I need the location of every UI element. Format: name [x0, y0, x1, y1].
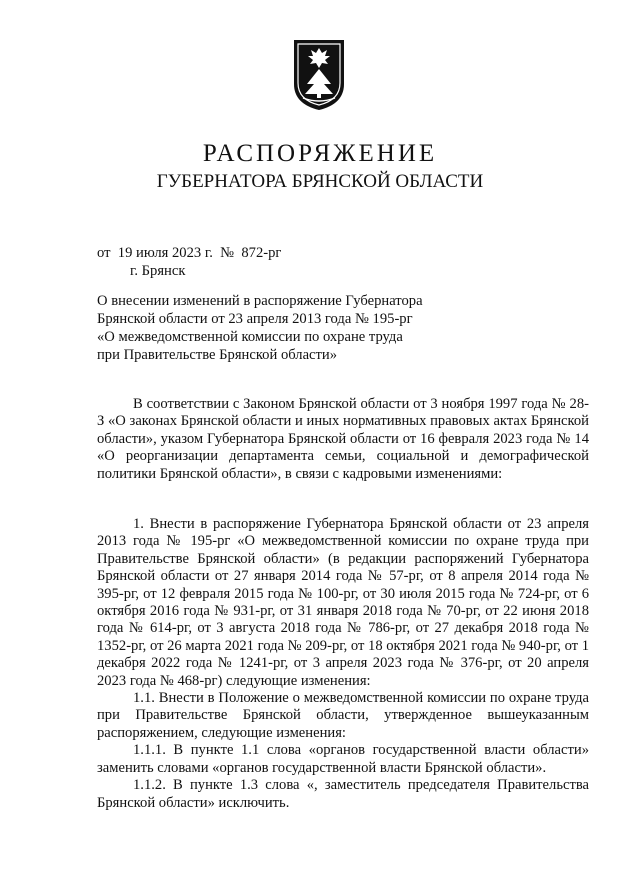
document-body — [97, 516, 589, 812]
document-city: г. Брянск — [130, 263, 186, 279]
paragraph-item-1-1: 1.1. Внести в Положение о межведомственной комиссии по охране труда при Правительстве Брянской области, утвержденное вышеуказанным распоряжением, следующие изменения: — [97, 690, 589, 741]
paragraph-preamble: В соответствии с Законом Брянской области от 3 ноября 1997 года № 28-З «О законах Брянской области и иных нормативных правовых актах Брянской области», указом Губернатора Брянской области от 16 февраля 2023 года № 14 «О реорганизации департамента семьи, социальной и демографической политики Брянской области», в связи с кадровыми изменениями: — [97, 396, 589, 482]
document-subtitle: ГУБЕРНАТОРА БРЯНСКОЙ ОБЛАСТИ — [156, 171, 484, 192]
subject-line: О внесении изменений в распоряжение Губернатора — [97, 293, 423, 309]
document-body — [97, 396, 589, 483]
subject-line: Брянской области от 23 апреля 2013 года № 195-рг — [97, 311, 413, 327]
paragraph-item-1-1-1: 1.1.1. В пункте 1.1 слова «органов государственной власти области» заменить словами «органов государственной власти Брянской области». — [97, 742, 589, 776]
subject-line: «О межведомственной комиссии по охране труда — [97, 329, 403, 345]
coat-of-arms-emblem — [291, 38, 347, 112]
paragraph-item-1: 1. Внести в распоряжение Губернатора Брянской области от 23 апреля 2013 года № 195-рг «О межведомственной комиссии по охране труда при Правительстве Брянской области» (в редакции распоряжений Губернатора Брянской области от 27 января 2014 года № 57-рг, от 8 апреля 2014 года № 395-рг, от 12 февраля 2015 года № 100-рг, от 30 июля 2015 года № 724-рг, от 6 октября 2016 года № 931-рг, от 31 января 2018 года № 70-рг, от 22 июня 2018 года № 614-рг, от 3 августа 2018 года № 786-рг, от 27 декабря 2018 года № 1352-рг, от 26 марта 2021 года № 209-рг, от 18 октября 2021 года № 940-рг, от 1 декабря 2022 года № 1241-рг, от 3 апреля 2023 года № 376-рг, от 20 апреля 2023 года № 468-рг) следующие изменения: — [97, 516, 590, 689]
paragraph-item-1-1-2: 1.1.2. В пункте 1.3 слова «, заместитель председателя Правительства Брянской области» исключить. — [97, 777, 589, 811]
document-title: РАСПОРЯЖЕНИЕ — [202, 140, 438, 167]
subject-line: при Правительстве Брянской области» — [97, 347, 338, 363]
document-date: от 19 июля 2023 г. № 872-рг — [97, 245, 282, 261]
